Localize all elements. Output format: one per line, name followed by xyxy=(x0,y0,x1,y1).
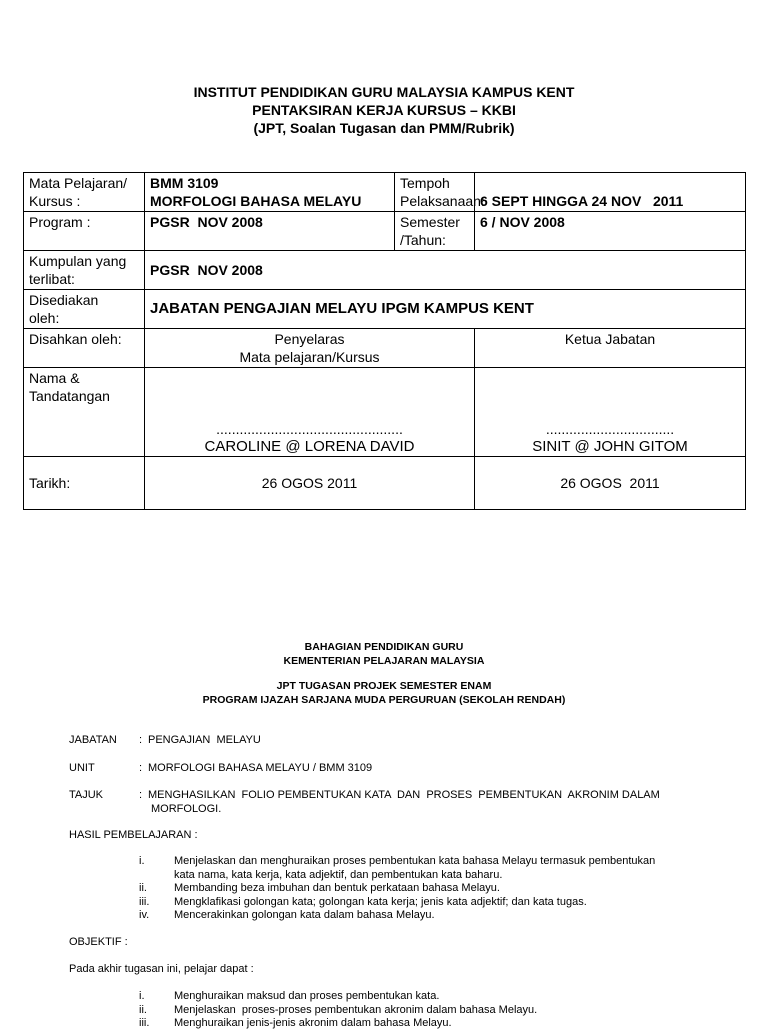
learning-outcomes-list xyxy=(69,855,729,923)
title-label: TAJUK xyxy=(69,789,104,801)
ministry-title: KEMENTERIAN PELAJARAN MALAYSIA xyxy=(283,655,485,667)
coordinator-subtitle: Mata pelajaran/Kursus xyxy=(239,349,380,365)
department-value: PENGAJIAN MELAYU xyxy=(148,734,261,746)
duration-value: 6 SEPT HINGGA 24 NOV 2011 xyxy=(480,193,684,209)
list-text: kata nama, kata kerja, kata adjektif, dan pembentukan kata baharu. xyxy=(174,868,503,881)
list-text: Menjelaskan dan menghuraikan proses pembentukan kata bahasa Melayu termasuk pembentukan xyxy=(174,855,656,867)
list-item xyxy=(69,896,729,910)
semester-label-cell xyxy=(395,212,475,251)
name-label: Nama & xyxy=(29,370,80,386)
course-info-table xyxy=(23,172,746,510)
table-row xyxy=(24,457,746,510)
objectives-heading: OBJEKTIF : xyxy=(69,936,128,948)
list-item xyxy=(69,990,729,1004)
objectives-intro: Pada akhir tugasan ini, pelajar dapat : xyxy=(69,963,254,975)
list-number: ii. xyxy=(139,882,147,894)
assignment-title: JPT TUGASAN PROJEK SEMESTER ENAM xyxy=(276,680,492,692)
list-item xyxy=(69,855,729,869)
program-label: Program : xyxy=(24,212,145,251)
list-item xyxy=(69,882,729,896)
table-row xyxy=(24,212,746,251)
prepared-by-value: JABATAN PENGAJIAN MELAYU IPGM KAMPUS KENT xyxy=(145,290,746,329)
unit-value: MORFOLOGI BAHASA MELAYU / BMM 3109 xyxy=(148,762,373,774)
title-value-cont: MORFOLOGI. xyxy=(151,802,222,815)
list-text: Mencerakinkan golongan kata dalam bahasa Melayu. xyxy=(174,909,435,921)
course-code: BMM 3109 xyxy=(150,175,219,191)
duration-label: Tempoh xyxy=(400,175,450,191)
assessment-title: PENTAKSIRAN KERJA KURSUS – KKBI xyxy=(252,102,516,118)
list-number: i. xyxy=(139,990,145,1002)
coordinator-name: CAROLINE @ LORENA DAVID xyxy=(204,438,415,455)
program-title: PROGRAM IJAZAH SARJANA MUDA PERGURUAN (SEKOLAH RENDAH) xyxy=(202,694,566,706)
approved-by-label: Disahkan oleh: xyxy=(24,329,145,368)
unit-row xyxy=(69,762,729,776)
group-label: Kumpulan yang xyxy=(29,253,127,269)
course-label-cont: Kursus : xyxy=(29,193,81,209)
date-label: Tarikh: xyxy=(24,457,145,510)
list-item xyxy=(69,1017,729,1031)
list-number: i. xyxy=(139,855,145,867)
table-row xyxy=(24,329,746,368)
program-value: PGSR NOV 2008 xyxy=(145,212,395,251)
duration-label-cont: Pelaksanaan: xyxy=(400,193,485,209)
coordinator-cell xyxy=(145,329,475,368)
list-number: iii. xyxy=(139,1017,150,1029)
coordinator-date: 26 OGOS 2011 xyxy=(145,457,475,510)
list-number: iv. xyxy=(139,909,150,921)
prepared-by-label-cell xyxy=(24,290,145,329)
division-title: BAHAGIAN PENDIDIKAN GURU xyxy=(304,641,464,653)
signature-line: ................................. xyxy=(545,421,675,437)
head-of-department-date: 26 OGOS 2011 xyxy=(475,457,746,510)
colon: : xyxy=(139,734,143,746)
colon: : xyxy=(139,789,143,801)
table-row xyxy=(24,251,746,290)
coordinator-title: Penyelaras xyxy=(274,331,345,347)
course-label: Mata Pelajaran/ xyxy=(29,175,128,191)
duration-label-cell xyxy=(395,173,485,212)
department-label: JABATAN xyxy=(69,734,117,746)
head-of-department-name: SINIT @ JOHN GITOM xyxy=(532,438,688,455)
name-signature-label-cell xyxy=(24,368,145,457)
list-text: Mengklafikasi golongan kata; golongan kata kerja; jenis kata adjektif; dan kata tugas. xyxy=(174,895,587,908)
signature-line: ................................................ xyxy=(216,421,403,437)
course-value-cell xyxy=(145,173,395,212)
group-label-cell xyxy=(24,251,145,290)
assignment-header xyxy=(0,640,768,707)
group-value: PGSR NOV 2008 xyxy=(145,251,746,290)
semester-label: Semester xyxy=(400,214,460,230)
list-item-cont xyxy=(69,869,729,883)
table-row xyxy=(24,368,746,457)
list-text: Menghuraikan maksud dan proses pembentukan kata. xyxy=(174,990,440,1002)
list-text: Menjelaskan proses-proses pembentukan akronim dalam bahasa Melayu. xyxy=(174,1003,538,1016)
semester-value: 6 / NOV 2008 xyxy=(475,212,746,251)
unit-label: UNIT xyxy=(69,762,95,774)
signature-label: Tandatangan xyxy=(29,388,110,404)
title-row xyxy=(69,789,729,816)
list-number: ii. xyxy=(139,1003,147,1016)
document-header xyxy=(0,83,768,137)
prepared-by-label-cont: oleh: xyxy=(29,310,60,326)
prepared-by-label: Disediakan xyxy=(29,292,99,308)
title-value: MENGHASILKAN FOLIO PEMBENTUKAN KATA DAN PROSES PEMBENTUKAN AKRONIM DALAM xyxy=(148,789,660,801)
list-text: Membanding beza imbuhan dan bentuk perkataan bahasa Melayu. xyxy=(174,882,500,894)
course-name: MORFOLOGI BAHASA MELAYU xyxy=(150,193,362,209)
objectives-list xyxy=(69,990,729,1031)
duration-value-cell xyxy=(475,173,746,212)
learning-outcomes-heading: HASIL PEMBELAJARAN : xyxy=(69,829,198,841)
institute-title: INSTITUT PENDIDIKAN GURU MALAYSIA KAMPUS KENT xyxy=(193,84,575,100)
course-label-cell xyxy=(24,173,145,212)
semester-label-cont: /Tahun: xyxy=(400,232,446,248)
list-number: iii. xyxy=(139,895,150,908)
table-row xyxy=(24,173,746,212)
assessment-subtitle: (JPT, Soalan Tugasan dan PMM/Rubrik) xyxy=(253,120,515,136)
group-label-cont: terlibat: xyxy=(29,271,75,287)
coordinator-signature-cell xyxy=(145,368,475,457)
table-row xyxy=(24,290,746,329)
list-item xyxy=(69,909,729,923)
department-row xyxy=(69,734,729,748)
list-item xyxy=(69,1004,729,1018)
head-signature-cell xyxy=(475,368,746,457)
head-of-department-title: Ketua Jabatan xyxy=(475,329,746,368)
colon: : xyxy=(139,762,143,774)
list-text: Menghuraikan jenis-jenis akronim dalam bahasa Melayu. xyxy=(174,1017,452,1029)
